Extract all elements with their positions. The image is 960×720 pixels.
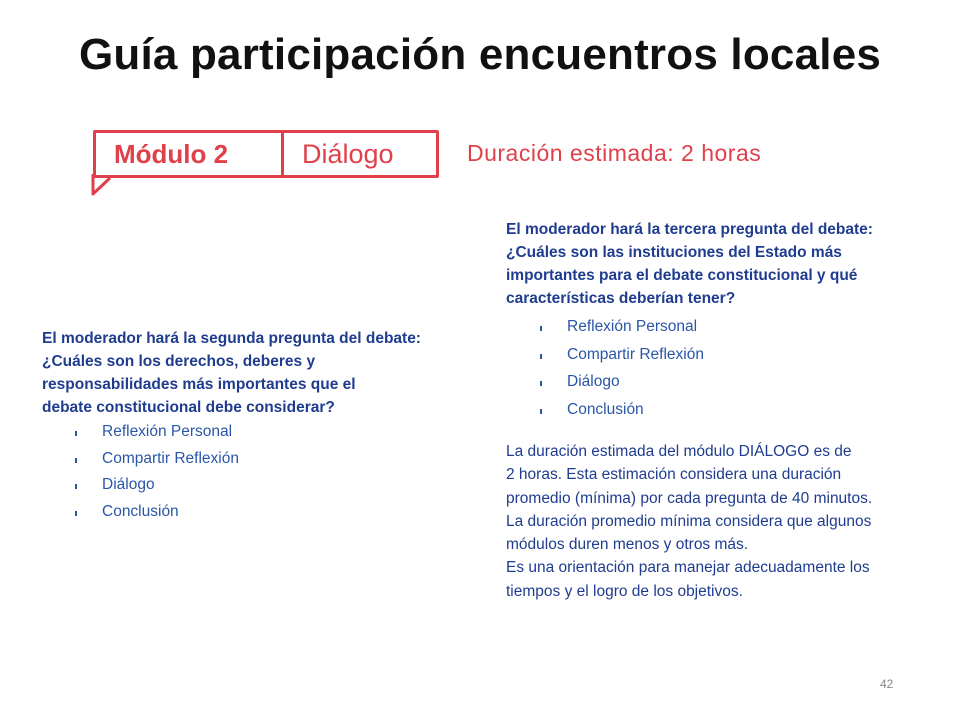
question-line: ¿Cuáles son los derechos, deberes y [42, 353, 316, 370]
list-item: Diálogo [540, 373, 704, 401]
question-line: ¿Cuáles son las instituciones del Estado más [506, 244, 842, 261]
module-badge [93, 130, 439, 178]
third-question-steps [540, 318, 704, 428]
question-line: características deberían tener? [506, 290, 736, 307]
question-line: debate constitucional debe considerar? [42, 399, 335, 416]
module-label: Módulo 2 [96, 133, 284, 175]
module-duration: Duración estimada: 2 horas [467, 140, 762, 166]
list-item: Reflexión Personal [540, 318, 704, 346]
list-item: Diálogo [75, 476, 239, 503]
question-line: importantes para el debate constitucional y qué [506, 267, 858, 284]
speech-bubble-tail-icon [90, 174, 114, 198]
paragraph-line: promedio (mínima) por cada pregunta de 40 minutos. [506, 489, 873, 507]
third-question [506, 218, 936, 310]
list-item: Reflexión Personal [75, 423, 239, 450]
question-line: El moderador hará la segunda pregunta del debate: [42, 330, 421, 347]
list-item: Conclusión [540, 401, 704, 429]
list-item: Compartir Reflexión [540, 346, 704, 374]
second-question-steps [75, 423, 239, 529]
module-name: Diálogo [302, 138, 394, 169]
page-number: 42 [880, 677, 894, 691]
paragraph-line: 2 horas. Esta estimación considera una duración [506, 466, 842, 484]
paragraph-line: tiempos y el logro de los objetivos. [506, 582, 743, 600]
question-line: El moderador hará la tercera pregunta del debate: [506, 221, 873, 238]
paragraph-line: módulos duren menos y otros más. [506, 536, 749, 554]
paragraph-line: La duración promedio mínima considera que algunos [506, 512, 872, 530]
second-question [42, 327, 472, 419]
duration-explanation [506, 440, 946, 603]
list-item: Compartir Reflexión [75, 450, 239, 477]
list-item: Conclusión [75, 503, 239, 530]
slide-title: Guía participación encuentros locales [78, 30, 882, 79]
paragraph-line: Es una orientación para manejar adecuadamente los [506, 559, 870, 577]
paragraph-line: La duración estimada del módulo DIÁLOGO es de [506, 443, 852, 460]
question-line: responsabilidades más importantes que el [42, 376, 356, 393]
